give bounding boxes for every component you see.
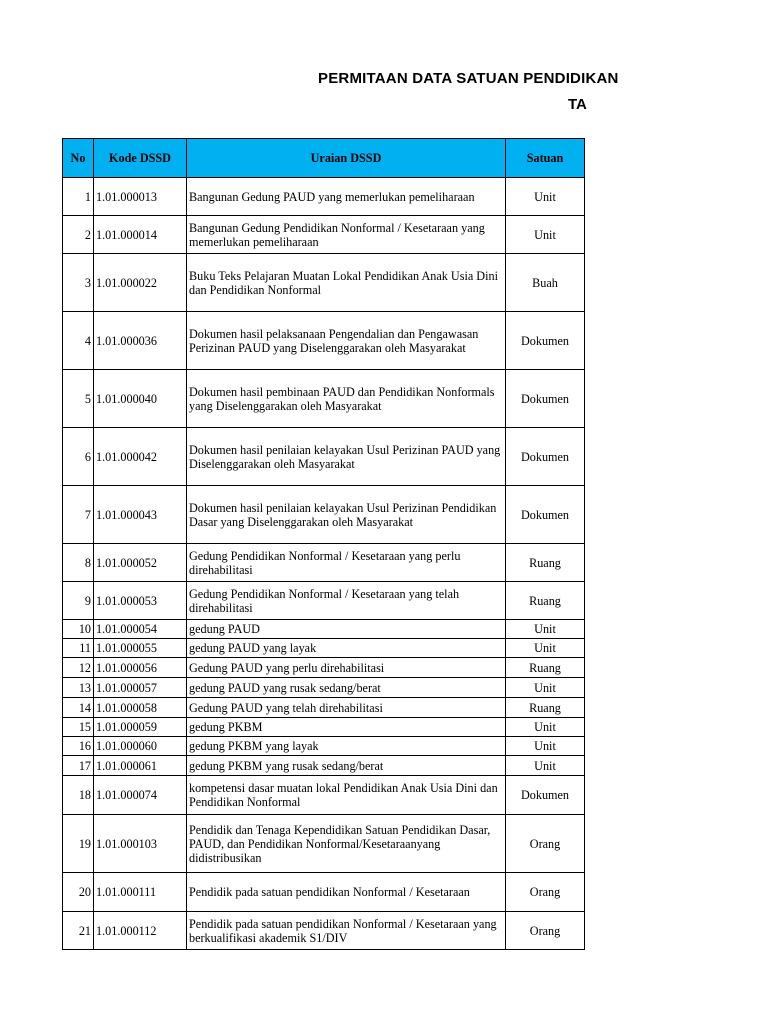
table-row — [63, 582, 585, 620]
cell-no: 10 — [63, 620, 94, 639]
cell-kode: 1.01.000056 — [94, 658, 187, 678]
dssd-table — [62, 138, 585, 950]
cell-satuan: Dokumen — [506, 370, 585, 428]
table-row — [63, 912, 585, 950]
cell-no: 1 — [63, 178, 94, 216]
cell-no: 8 — [63, 544, 94, 582]
cell-no: 21 — [63, 912, 94, 950]
cell-no: 13 — [63, 678, 94, 698]
cell-uraian: gedung PKBM yang rusak sedang/berat — [187, 756, 506, 776]
cell-kode: 1.01.000022 — [94, 254, 187, 312]
cell-satuan: Unit — [506, 718, 585, 737]
cell-satuan: Ruang — [506, 544, 585, 582]
table-row — [63, 756, 585, 776]
header-no: No — [63, 139, 94, 178]
cell-no: 14 — [63, 698, 94, 718]
cell-kode: 1.01.000054 — [94, 620, 187, 639]
cell-kode: 1.01.000111 — [94, 873, 187, 912]
table-body — [63, 178, 585, 950]
table-row — [63, 737, 585, 756]
table-header-row — [63, 139, 585, 178]
cell-uraian: Gedung Pendidikan Nonformal / Kesetaraan yang telah direhabilitasi — [187, 582, 506, 620]
table-row — [63, 544, 585, 582]
cell-satuan: Unit — [506, 639, 585, 658]
table-row — [63, 216, 585, 254]
cell-no: 16 — [63, 737, 94, 756]
cell-kode: 1.01.000036 — [94, 312, 187, 370]
cell-satuan: Buah — [506, 254, 585, 312]
cell-no: 19 — [63, 815, 94, 873]
cell-kode: 1.01.000103 — [94, 815, 187, 873]
table-row — [63, 776, 585, 815]
table-row — [63, 178, 585, 216]
cell-kode: 1.01.000052 — [94, 544, 187, 582]
cell-satuan: Ruang — [506, 582, 585, 620]
cell-no: 9 — [63, 582, 94, 620]
table-row — [63, 678, 585, 698]
cell-kode: 1.01.000040 — [94, 370, 187, 428]
cell-no: 20 — [63, 873, 94, 912]
cell-satuan: Dokumen — [506, 776, 585, 815]
cell-satuan: Unit — [506, 178, 585, 216]
cell-kode: 1.01.000013 — [94, 178, 187, 216]
cell-uraian: Dokumen hasil penilaian kelayakan Usul Perizinan Pendidikan Dasar yang Diselenggarakan oleh Masyarakat — [187, 486, 506, 544]
cell-no: 3 — [63, 254, 94, 312]
cell-satuan: Unit — [506, 678, 585, 698]
header-kode: Kode DSSD — [94, 139, 187, 178]
cell-kode: 1.01.000057 — [94, 678, 187, 698]
header-uraian: Uraian DSSD — [187, 139, 506, 178]
cell-no: 18 — [63, 776, 94, 815]
cell-uraian: gedung PAUD yang layak — [187, 639, 506, 658]
cell-kode: 1.01.000055 — [94, 639, 187, 658]
cell-uraian: Dokumen hasil pembinaan PAUD dan Pendidikan Nonformals yang Diselenggarakan oleh Masyarakat — [187, 370, 506, 428]
cell-uraian: Buku Teks Pelajaran Muatan Lokal Pendidikan Anak Usia Dini dan Pendidikan Nonformal — [187, 254, 506, 312]
table-row — [63, 718, 585, 737]
title-block — [0, 0, 619, 130]
cell-uraian: kompetensi dasar muatan lokal Pendidikan Anak Usia Dini dan Pendidikan Nonformal — [187, 776, 506, 815]
table-row — [63, 698, 585, 718]
cell-kode: 1.01.000061 — [94, 756, 187, 776]
cell-no: 11 — [63, 639, 94, 658]
cell-satuan: Unit — [506, 216, 585, 254]
cell-uraian: Pendidik pada satuan pendidikan Nonformal / Kesetaraan yang berkualifikasi akademik S1/DIV — [187, 912, 506, 950]
table-row — [63, 486, 585, 544]
table-row — [63, 620, 585, 639]
cell-satuan: Unit — [506, 737, 585, 756]
cell-satuan: Ruang — [506, 698, 585, 718]
cell-no: 7 — [63, 486, 94, 544]
table-row — [63, 815, 585, 873]
cell-satuan: Dokumen — [506, 486, 585, 544]
cell-kode: 1.01.000014 — [94, 216, 187, 254]
cell-uraian: gedung PKBM yang layak — [187, 737, 506, 756]
page-subtitle: TA — [568, 96, 587, 113]
page-title: PERMITAAN DATA SATUAN PENDIDIKAN — [318, 70, 619, 87]
table-row — [63, 312, 585, 370]
cell-satuan: Dokumen — [506, 312, 585, 370]
cell-kode: 1.01.000053 — [94, 582, 187, 620]
cell-uraian: Pendidik dan Tenaga Kependidikan Satuan Pendidikan Dasar, PAUD, dan Pendidikan Nonformal/Kesetaraanyang didistribusikan — [187, 815, 506, 873]
cell-kode: 1.01.000043 — [94, 486, 187, 544]
cell-uraian: Gedung PAUD yang telah direhabilitasi — [187, 698, 506, 718]
cell-no: 4 — [63, 312, 94, 370]
cell-satuan: Orang — [506, 873, 585, 912]
cell-uraian: Bangunan Gedung Pendidikan Nonformal / Kesetaraan yang memerlukan pemeliharaan — [187, 216, 506, 254]
table-row — [63, 254, 585, 312]
cell-uraian: gedung PAUD yang rusak sedang/berat — [187, 678, 506, 698]
header-satuan: Satuan — [506, 139, 585, 178]
table-row — [63, 639, 585, 658]
cell-uraian: Bangunan Gedung PAUD yang memerlukan pemeliharaan — [187, 178, 506, 216]
cell-no: 12 — [63, 658, 94, 678]
cell-kode: 1.01.000074 — [94, 776, 187, 815]
cell-no: 17 — [63, 756, 94, 776]
cell-kode: 1.01.000042 — [94, 428, 187, 486]
cell-uraian: Dokumen hasil penilaian kelayakan Usul Perizinan PAUD yang Diselenggarakan oleh Masyarakat — [187, 428, 506, 486]
cell-kode: 1.01.000112 — [94, 912, 187, 950]
cell-satuan: Orang — [506, 815, 585, 873]
cell-satuan: Orang — [506, 912, 585, 950]
cell-uraian: Gedung PAUD yang perlu direhabilitasi — [187, 658, 506, 678]
cell-satuan: Unit — [506, 620, 585, 639]
cell-uraian: gedung PKBM — [187, 718, 506, 737]
table-row — [63, 873, 585, 912]
cell-no: 5 — [63, 370, 94, 428]
cell-satuan: Dokumen — [506, 428, 585, 486]
cell-uraian: gedung PAUD — [187, 620, 506, 639]
table-row — [63, 370, 585, 428]
cell-kode: 1.01.000058 — [94, 698, 187, 718]
cell-uraian: Pendidik pada satuan pendidikan Nonformal / Kesetaraan — [187, 873, 506, 912]
cell-kode: 1.01.000060 — [94, 737, 187, 756]
table-row — [63, 658, 585, 678]
cell-no: 6 — [63, 428, 94, 486]
cell-satuan: Unit — [506, 756, 585, 776]
cell-uraian: Dokumen hasil pelaksanaan Pengendalian dan Pengawasan Perizinan PAUD yang Diselenggarakan oleh Masyarakat — [187, 312, 506, 370]
cell-kode: 1.01.000059 — [94, 718, 187, 737]
cell-no: 15 — [63, 718, 94, 737]
table-row — [63, 428, 585, 486]
cell-uraian: Gedung Pendidikan Nonformal / Kesetaraan yang perlu direhabilitasi — [187, 544, 506, 582]
cell-no: 2 — [63, 216, 94, 254]
cell-satuan: Ruang — [506, 658, 585, 678]
